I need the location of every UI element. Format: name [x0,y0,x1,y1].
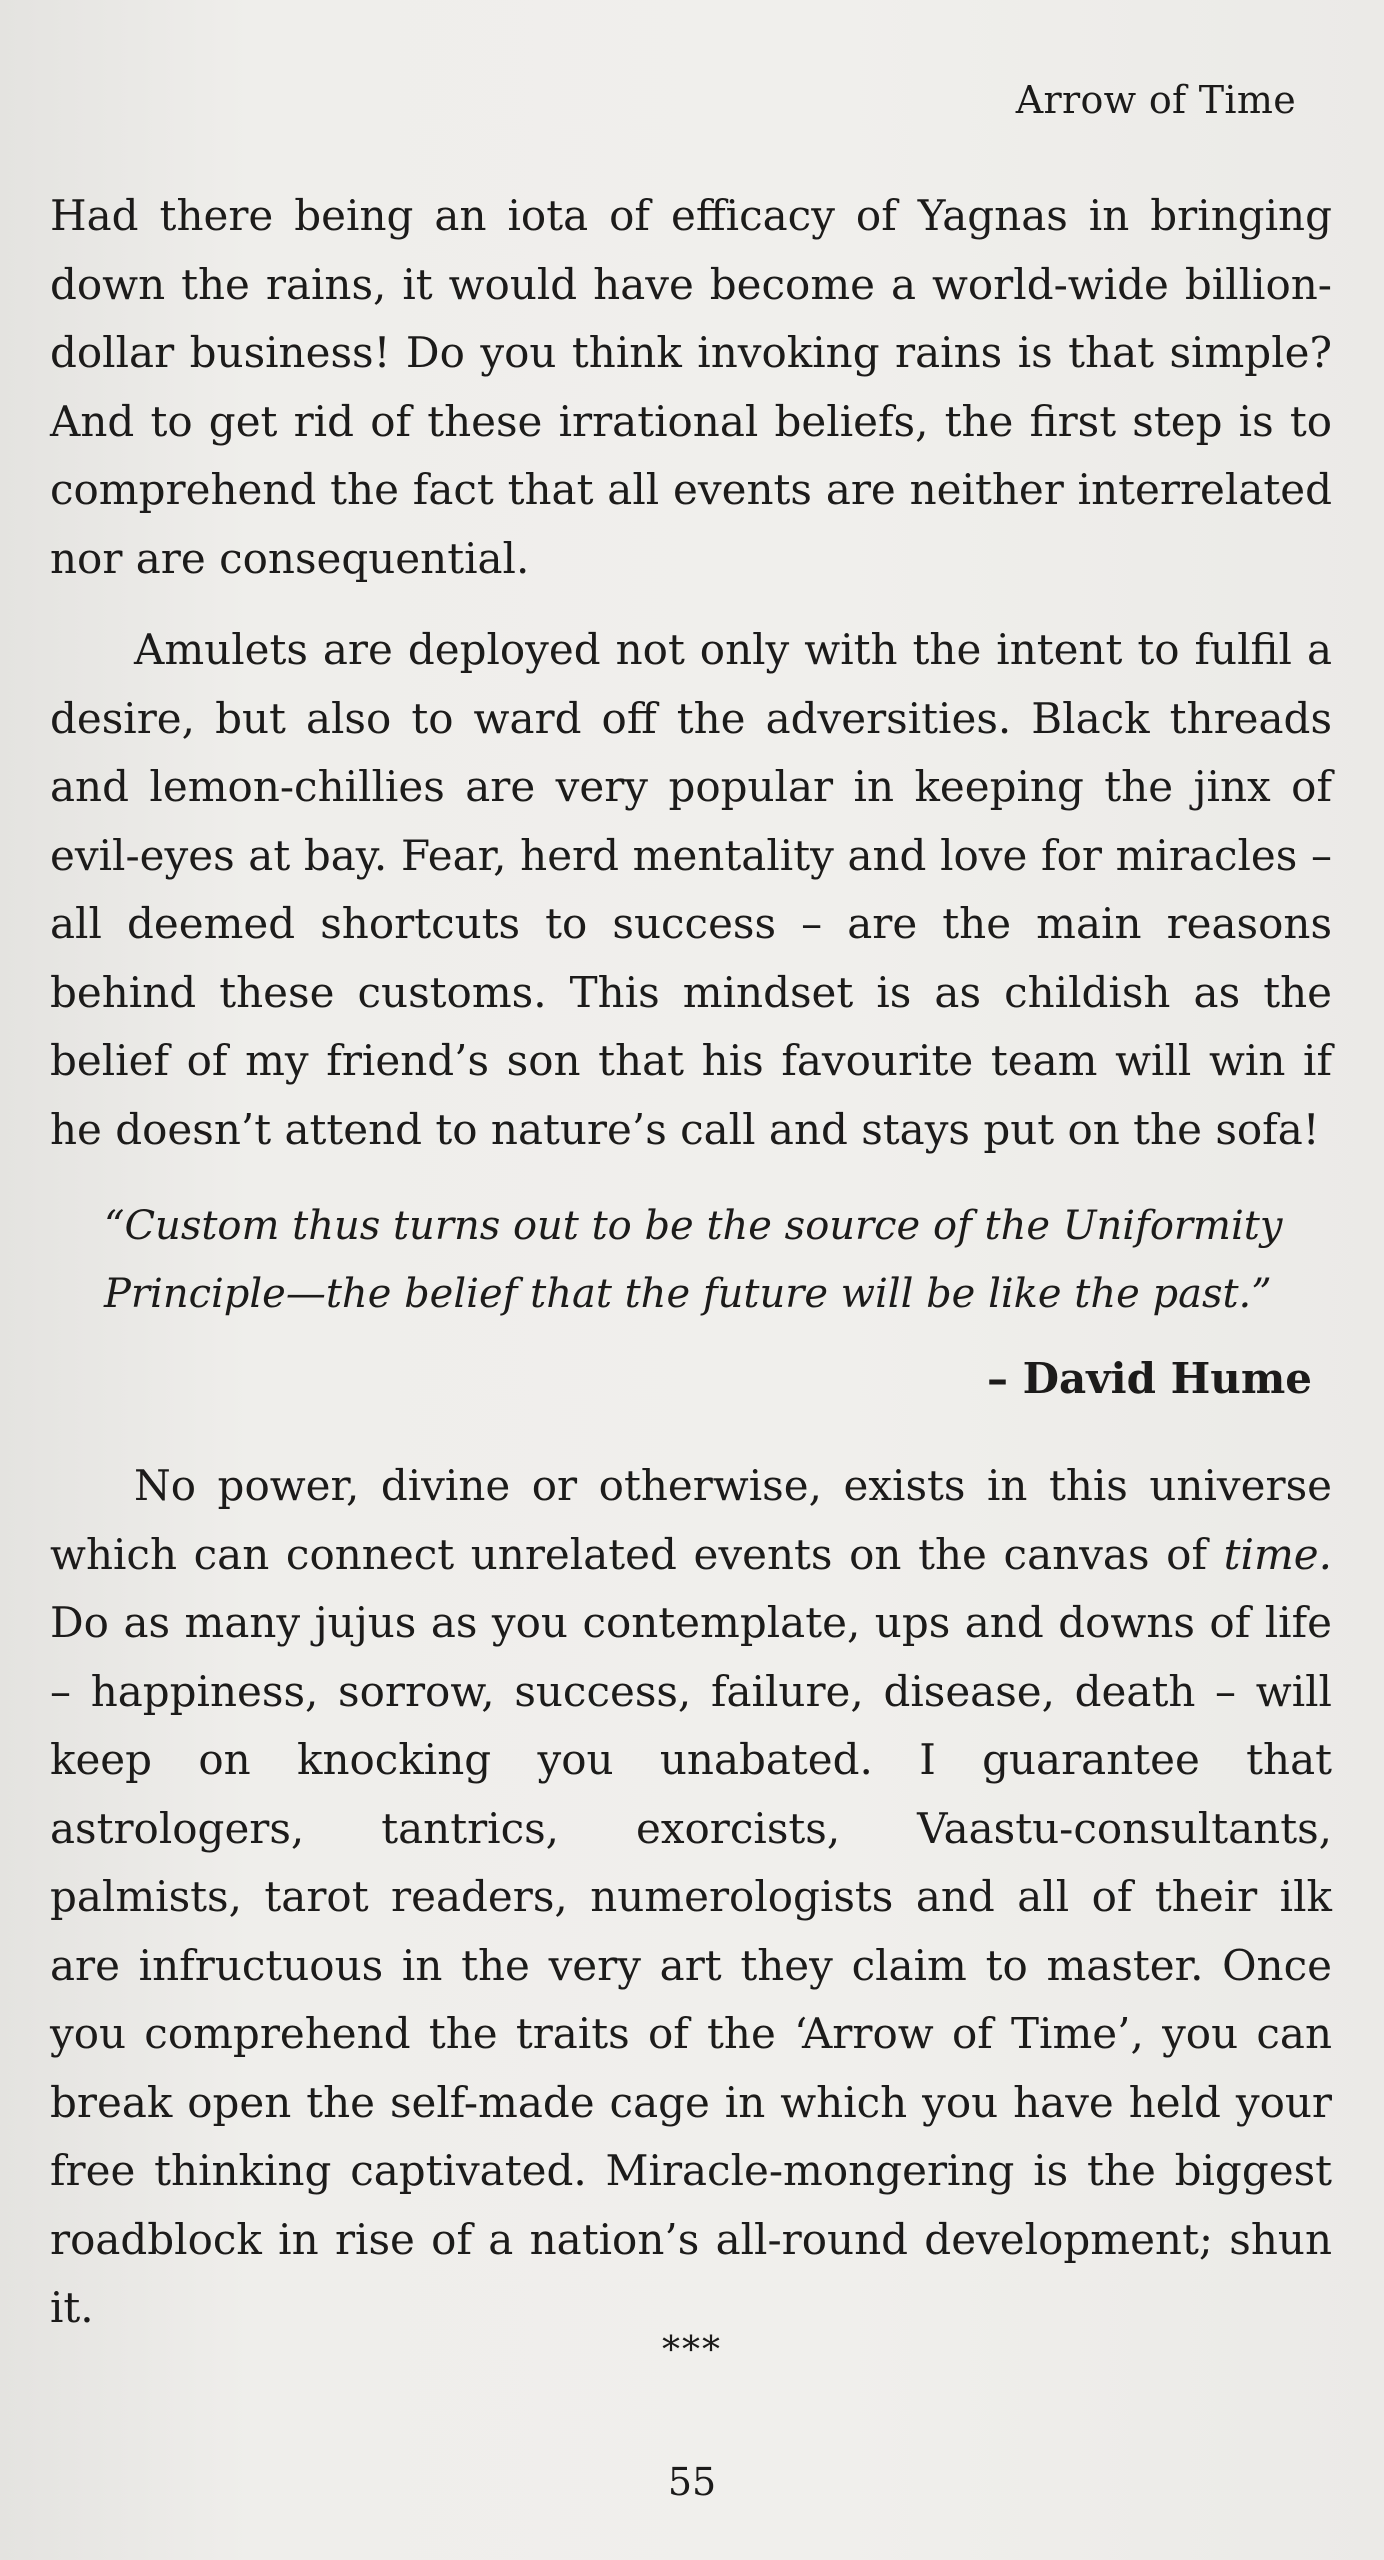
emphasized-word-time: time. [1223,1529,1332,1579]
paragraph-3-text-end: Do as many jujus as you contemplate, ups and downs of life – happiness, sorrow, success, failure, disease, death – will keep on knocking you unabated. I guarantee that astrologers, tantrics, exorcists, Vaastu-consultants, palmists, tarot readers, numerologists and all of their ilk are infructuous in the very art they claim to master. Once you comprehend the traits of the ‘Arrow of Time’, you can break open the self-made cage in which you have held your free thinking captivated. Miracle-mongering is the biggest roadblock in rise of a nation’s all-round development; shun it. [50,1598,1332,2332]
body-paragraph-1: Had there being an iota of efficacy of Yagnas in bringing down the rains, it would have become a world-wide billion-dollar business! Do you think invoking rains is that simple? And to get rid of these irrational beliefs, the first step is to comprehend the fact that all events are neither interrelated nor are consequential. [50,191,1332,583]
running-header-title: Arrow of Time [1015,78,1296,122]
page-number: 55 [667,2460,717,2504]
body-paragraph-2: Amulets are deployed not only with the intent to fulfil a desire, but also to ward off the adversities. Black threads and lemon-chillies are very popular in keeping the jinx of evil-eyes at bay. Fear, herd mentality and love for miracles – all deemed shortcuts to success – are the main reasons behind these customs. This mindset is as childish as the belief of my friend’s son that his favourite team will win if he doesn’t attend to nature’s call and stays put on the sofa! [50,625,1332,1154]
epigraph-quote: “Custom thus turns out to be the source of the Uniformity Principle—the belief that the future will be like the past.” [104,1203,1283,1317]
quote-attribution: – David Hume [987,1354,1312,1403]
paragraph-3-text-start: No power, divine or otherwise, exists in this universe which can connect unrelated events on the canvas of [50,1461,1332,1579]
body-paragraph-3 [50,1452,1332,2343]
section-break-asterisks: *** [662,2330,722,2371]
